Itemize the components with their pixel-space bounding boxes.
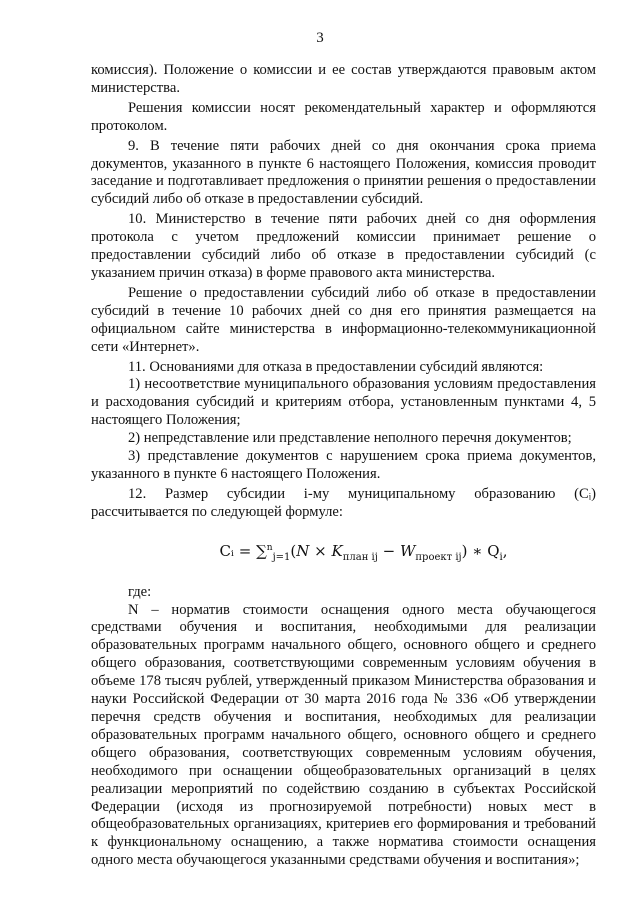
paragraph-reason-2: 2) непредставление или представление неполного перечня документов; [128,430,572,447]
paragraph-decision-publication: Решение о предоставлении субсидий либо об отказе в предоставлении субсидий в течение 10 рабочих дней со дня его принятия размещается на официальном сайте министерства в информационно-телекоммуникационной сети «Интернет». [91,284,596,355]
paragraph-item-12: 12. Размер субсидии i-му муниципальному образованию (Cᵢ) рассчитывается по следующей формуле: [91,485,596,520]
formula-where-label: где: [128,583,152,600]
subsidy-formula: Cᵢ = $\sum^n_{j=1}(N \times K_{план ij} - W_{проект ij})$ ∗ $Q_i$, [219,541,508,563]
paragraph-commission-decisions: Решения комиссии носят рекомендательный характер и оформляются протоколом. [91,99,596,134]
paragraph-item-9: 9. В течение пяти рабочих дней со дня окончания срока приема документов, указанного в пункте 6 настоящего Положения, комиссия проводит заседание и подготавливает предложения о принятии решения о предоставлении субсидий либо об отказе в предоставлении субсидий. [91,137,596,208]
page-number: 3 [316,30,324,46]
paragraph-commission-continuation: комиссия). Положение о комиссии и ее состав утверждаются правовым актом министерства. [91,62,596,96]
paragraph-definition-n: N – норматив стоимости оснащения одного места обучающегося средствами обучения и воспитания, необходимыми для реализации образовательных программ начального общего, основного общего и среднего общего образования, соответствующими современным условиям обучения в объеме 178 тысяч рублей, утвержденный приказом Министерства образования и науки Российской Федерации от 30 марта 2016 года № 336 «Об утверждении перечня средств обучения и воспитания, необходимых для реализации образовательных программ начального общего, основного общего и среднего общего образования, соответствующих современным условиям обучения, необходимого при оснащении общеобразовательных организаций в целях реализации мероприятий по содействию созданию в субъектах Российской Федерации (исходя из прогнозируемой потребности) новых мест в общеобразовательных организациях, критериев его формирования и требований к функциональному оснащению, а также норматива стоимости оснащения одного места обучающегося указанными средствами обучения и воспитания»; [91,601,596,869]
paragraph-item-11: 11. Основаниями для отказа в предоставлении субсидий являются: [128,358,544,375]
paragraph-item-10: 10. Министерство в течение пяти рабочих дней со дня оформления протокола с учетом предложений комиссии принимает решение о предоставлении субсидий либо об отказе в предоставлении субсидий (с указанием причин отказа) в форме правового акта министерства. [91,211,596,281]
paragraph-reason-1: 1) несоответствие муниципального образования условиям предоставления и расходования субсидий и критериям отбора, установленным пунктами 4, 5 настоящего Положения; [91,376,596,429]
document-body [91,62,596,870]
paragraph-reason-3: 3) представление документов с нарушением срока приема документов, указанного в пункте 6 настоящего Положения. [91,448,596,482]
